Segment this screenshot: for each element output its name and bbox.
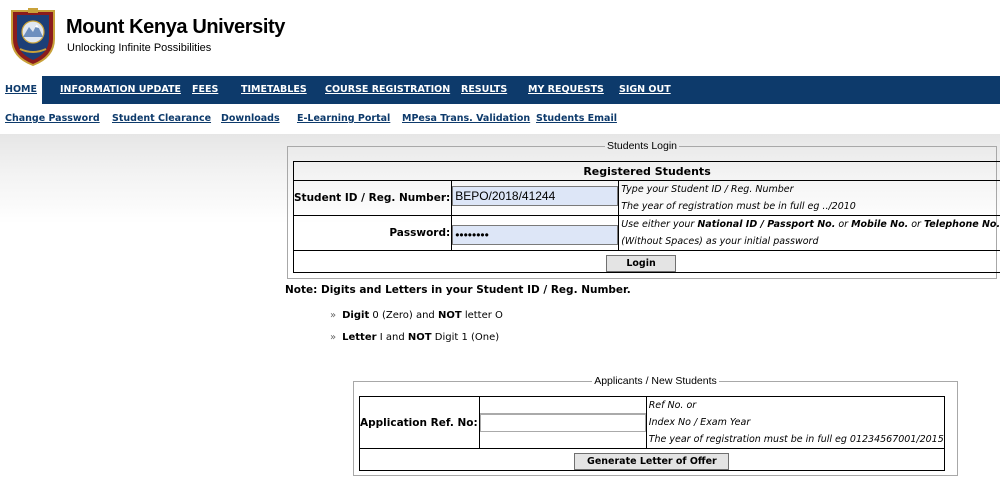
university-name: Mount Kenya University [66,16,286,38]
students-login-legend: Students Login [606,140,678,152]
bullet-arrow-icon: » [330,332,337,343]
note-bullet-digit: » Digit 0 (Zero) and NOT letter O [330,310,503,321]
ref-hint-line-2: Index No / Exam Year [648,417,751,428]
nav-home[interactable]: HOME [5,84,37,95]
nav-fees[interactable]: FEES [192,84,219,95]
link-change-password[interactable]: Change Password [5,113,100,124]
registered-students-heading: Registered Students [294,162,1000,181]
note-bullet-letter: » Letter I and NOT Digit 1 (One) [330,332,500,343]
password-input[interactable] [452,225,618,245]
university-tagline: Unlocking Infinite Possibilities [67,42,212,54]
main-navigation [0,76,1000,104]
site-header [0,0,1000,76]
link-students-email[interactable]: Students Email [536,113,617,124]
student-id-input[interactable] [452,186,618,206]
application-ref-input[interactable] [480,414,646,432]
bullet-arrow-icon: » [330,310,337,321]
ref-hint-line-3: The year of registration must be in full eg 01234567001/2015 [648,434,944,445]
password-label: Password: [294,216,452,251]
login-button[interactable]: Login [606,255,676,272]
password-hint: Use either your National ID / Passport No. or Mobile No. or Telephone No. (Without Spaces) as your initial password [619,216,1000,251]
nav-my-requests[interactable]: MY REQUESTS [528,84,604,95]
link-student-clearance[interactable]: Student Clearance [112,113,212,124]
sub-navigation [0,104,1000,134]
nav-timetables[interactable]: TIMETABLES [241,84,307,95]
applicants-table [359,396,945,471]
link-downloads[interactable]: Downloads [221,113,280,124]
nav-sign-out[interactable]: SIGN OUT [619,84,671,95]
university-crest-icon [8,5,58,67]
nav-information-update[interactable]: INFORMATION UPDATE [60,84,181,95]
students-login-table [293,161,1000,273]
nav-results[interactable]: RESULTS [461,84,508,95]
generate-offer-letter-button[interactable]: Generate Letter of Offer [574,453,729,470]
student-id-year-hint: The year of registration must be in full eg ../2010 [621,201,856,212]
link-mpesa-validation[interactable]: MPesa Trans. Validation [402,113,531,124]
id-format-note: Note: Digits and Letters in your Student ID / Reg. Number. [285,284,631,296]
application-ref-label: Application Ref. No: [360,397,480,449]
student-id-label: Student ID / Reg. Number: [294,181,452,216]
ref-hint-line-1: Ref No. or [648,400,697,411]
applicants-legend: Applicants / New Students [594,375,717,387]
link-e-learning-portal[interactable]: E-Learning Portal [297,113,391,124]
student-id-hint: Type your Student ID / Reg. Number [621,184,794,195]
nav-course-registration[interactable]: COURSE REGISTRATION [325,84,451,95]
